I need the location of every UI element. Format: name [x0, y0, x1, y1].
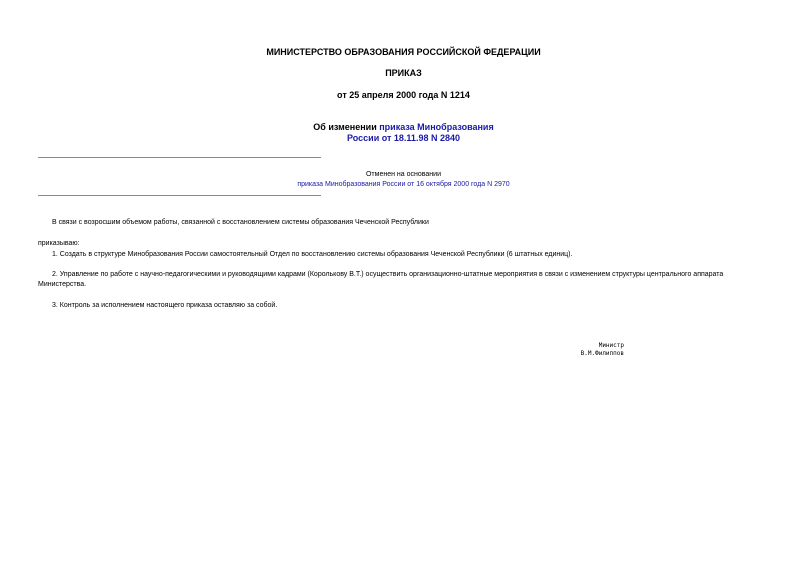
bottom-divider [38, 195, 321, 196]
amended-order-link-line2[interactable]: России от 18.11.98 N 2840 [347, 133, 460, 143]
signatory-position: Министр [598, 342, 624, 349]
top-divider [38, 157, 321, 158]
order-item-2-line2: Министерства. [38, 281, 87, 288]
order-title-line1 [0, 122, 807, 133]
order-item-2 [38, 270, 768, 290]
order-item-1: 1. Создать в структуре Минобразования России самостоятельный Отдел по восстановлению системы образования Чеченской Республики (6 штатных единиц). [52, 251, 573, 258]
signatory-name: В.М.Филиппов [580, 350, 624, 357]
order-type-heading: ПРИКАЗ [385, 68, 422, 78]
preamble-paragraph: В связи с возросшим объемом работы, связанной с восстановлением системы образования Чеченской Республики [52, 219, 429, 226]
order-item-2-line1: 2. Управление по работе с научно-педагогическими и руководящими кадрами (Королькову В.Т.) осуществить организационно-штатные мероприятия в связи с изменением структуры центрального аппарата [52, 271, 724, 278]
annulment-label: Отменен на основании [365, 171, 441, 178]
order-item-3: 3. Контроль за исполнением настоящего приказа оставляю за собой. [52, 302, 278, 309]
ministry-heading: МИНИСТЕРСТВО ОБРАЗОВАНИЯ РОССИЙСКОЙ ФЕДЕРАЦИИ [266, 47, 541, 57]
annulling-order-link[interactable]: приказа Минобразования России от 16 октября 2000 года N 2970 [297, 181, 510, 188]
order-title-prefix: Об изменении [313, 122, 380, 132]
order-date-number: от 25 апреля 2000 года N 1214 [337, 90, 470, 100]
amended-order-link[interactable]: приказа Минобразования [379, 122, 494, 132]
order-word: приказываю: [38, 240, 80, 247]
annulment-link-line [0, 180, 807, 190]
order-title-line2 [0, 133, 807, 144]
